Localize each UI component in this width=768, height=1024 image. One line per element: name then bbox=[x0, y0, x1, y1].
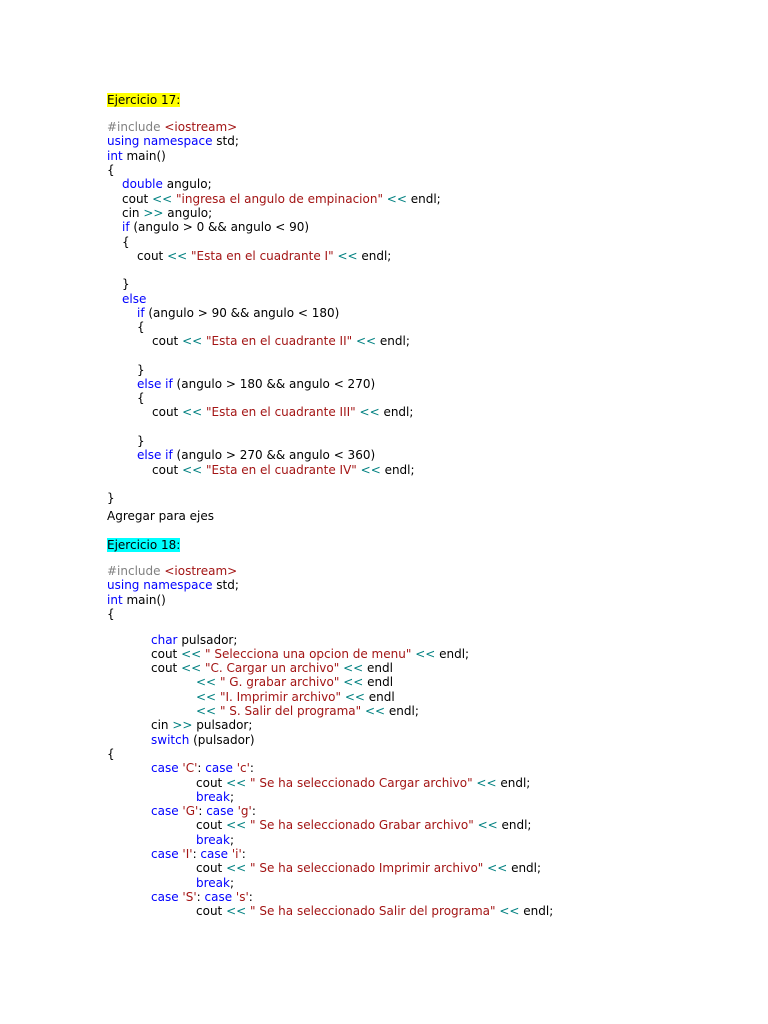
code-token: " Se ha seleccionado Salir del programa" bbox=[250, 904, 496, 918]
code-token: #include bbox=[107, 120, 165, 134]
code-token: 'S' bbox=[182, 890, 197, 904]
code-token: : bbox=[196, 890, 205, 904]
code-token: angulo; bbox=[163, 206, 213, 220]
ex17-code-line bbox=[137, 391, 145, 405]
code-token: endl; bbox=[497, 818, 532, 832]
code-token: : bbox=[197, 761, 206, 775]
ex18-code-line bbox=[151, 718, 252, 732]
code-token: << bbox=[343, 675, 364, 689]
code-token: std; bbox=[212, 134, 239, 148]
code-token: : bbox=[251, 804, 256, 818]
code-token: << bbox=[343, 661, 364, 675]
code-token: 'i' bbox=[231, 847, 242, 861]
ex17-code-line bbox=[137, 320, 145, 334]
code-token: 'C' bbox=[182, 761, 198, 775]
ex17-code-line bbox=[137, 434, 145, 448]
code-token: " G. grabar archivo" bbox=[219, 675, 340, 689]
code-token: } bbox=[137, 434, 145, 448]
code-token: using namespace bbox=[107, 134, 213, 148]
ex17-code-line bbox=[137, 363, 145, 377]
ex17-code-line bbox=[107, 163, 115, 177]
code-token: Agregar para ejes bbox=[107, 509, 215, 523]
code-token: cout bbox=[152, 405, 183, 419]
code-token: "C. Cargar un archivo" bbox=[205, 661, 340, 675]
code-token: endl bbox=[363, 675, 394, 689]
ex18-code-line bbox=[151, 633, 237, 647]
code-token: cout bbox=[196, 818, 227, 832]
ex17-code-line bbox=[122, 277, 130, 291]
code-token: << bbox=[226, 818, 247, 832]
ex18-code-line bbox=[107, 607, 115, 621]
ex17-code-line bbox=[122, 220, 309, 234]
code-token: break bbox=[196, 833, 230, 847]
code-token: (angulo > 270 && angulo < 360) bbox=[172, 448, 376, 462]
code-token: (angulo > 0 && angulo < 90) bbox=[129, 220, 310, 234]
code-token: } bbox=[137, 363, 145, 377]
heading-highlight: Ejercicio 17: bbox=[107, 93, 181, 107]
code-token: << bbox=[337, 249, 358, 263]
ex18-code-line bbox=[196, 833, 234, 847]
code-token: : bbox=[198, 804, 207, 818]
code-token: >> bbox=[172, 718, 193, 732]
code-token: else bbox=[122, 292, 147, 306]
code-token: if bbox=[122, 220, 130, 234]
code-token: << bbox=[196, 704, 217, 718]
code-token: << bbox=[181, 647, 202, 661]
ex18-code-line bbox=[151, 733, 255, 747]
code-token: << bbox=[152, 192, 173, 206]
ex17-code-line bbox=[122, 192, 441, 206]
ex17-code-line bbox=[107, 134, 239, 148]
exercise-18-heading bbox=[107, 538, 180, 552]
ex18-code-line bbox=[107, 578, 239, 592]
code-token: cout bbox=[196, 861, 227, 875]
code-token: #include bbox=[107, 564, 165, 578]
code-token: << bbox=[182, 334, 203, 348]
code-token: << bbox=[359, 405, 380, 419]
ex17-code-line bbox=[122, 177, 212, 191]
code-token: << bbox=[196, 675, 217, 689]
ex18-code-line bbox=[196, 904, 553, 918]
code-token: << bbox=[415, 647, 436, 661]
ex18-code-line bbox=[151, 890, 253, 904]
ex18-code-line bbox=[151, 761, 254, 775]
ex17-code-line bbox=[152, 405, 413, 419]
code-token: int bbox=[107, 149, 123, 163]
ex18-code-line bbox=[151, 647, 469, 661]
code-token: endl; bbox=[496, 776, 531, 790]
code-token: cin bbox=[122, 206, 144, 220]
code-token: " Se ha seleccionado Grabar archivo" bbox=[250, 818, 474, 832]
ex18-code-line bbox=[107, 564, 237, 578]
ex18-code-line bbox=[196, 818, 531, 832]
code-token: switch bbox=[151, 733, 190, 747]
code-token: (pulsador) bbox=[189, 733, 255, 747]
code-token: case bbox=[204, 890, 233, 904]
code-token: main() bbox=[122, 593, 166, 607]
code-token: endl; bbox=[519, 904, 554, 918]
ex17-code-line bbox=[152, 334, 410, 348]
code-token: >> bbox=[143, 206, 164, 220]
code-token: angulo; bbox=[162, 177, 212, 191]
code-token: endl bbox=[364, 690, 395, 704]
code-token: endl; bbox=[507, 861, 542, 875]
ex18-code-line bbox=[196, 675, 393, 689]
code-token: "Esta en el cuadrante I" bbox=[191, 249, 334, 263]
ex17-code-line bbox=[137, 249, 391, 263]
code-token: { bbox=[122, 235, 130, 249]
code-token: 'c' bbox=[236, 761, 250, 775]
code-token: << bbox=[344, 690, 365, 704]
code-token: endl; bbox=[376, 334, 410, 348]
code-token: << bbox=[355, 334, 377, 348]
code-token: pulsador; bbox=[177, 633, 238, 647]
code-token: << bbox=[196, 690, 217, 704]
code-token: "ingresa el angulo de empinacion" bbox=[176, 192, 383, 206]
code-token: } bbox=[107, 491, 115, 505]
code-token: << bbox=[226, 904, 247, 918]
ex17-code-line bbox=[107, 491, 115, 505]
code-token: char bbox=[151, 633, 178, 647]
ex17-code-line bbox=[122, 292, 146, 306]
code-token: : bbox=[249, 761, 254, 775]
code-token: "Esta en el cuadrante IV" bbox=[206, 463, 357, 477]
code-token: main() bbox=[122, 149, 166, 163]
code-token: pulsador; bbox=[192, 718, 253, 732]
code-token: << bbox=[360, 463, 381, 477]
code-token: " S. Salir del programa" bbox=[219, 704, 362, 718]
ex18-code-line bbox=[196, 704, 419, 718]
code-token: case bbox=[206, 804, 234, 818]
ex18-code-line bbox=[196, 876, 234, 890]
code-token: endl; bbox=[406, 192, 441, 206]
code-token: case bbox=[200, 847, 229, 861]
code-token: { bbox=[137, 320, 145, 334]
code-token: << bbox=[182, 463, 203, 477]
code-token: 'G' bbox=[182, 804, 199, 818]
code-token: endl; bbox=[379, 405, 414, 419]
code-token: double bbox=[122, 177, 163, 191]
code-token: << bbox=[487, 861, 508, 875]
code-token: "Esta en el cuadrante III" bbox=[206, 405, 356, 419]
code-token: " Selecciona una opcion de menu" bbox=[205, 647, 412, 661]
code-token: using namespace bbox=[107, 578, 213, 592]
ex17-code-line bbox=[107, 509, 214, 523]
code-token: (angulo > 90 && angulo < 180) bbox=[144, 306, 340, 320]
code-token: cout bbox=[152, 463, 183, 477]
code-token: break bbox=[196, 876, 230, 890]
code-token: std; bbox=[212, 578, 239, 592]
code-token: (angulo > 180 && angulo < 270) bbox=[172, 377, 376, 391]
code-token: << bbox=[181, 661, 202, 675]
heading-highlight: Ejercicio 18: bbox=[107, 538, 181, 552]
code-token: cout bbox=[196, 904, 227, 918]
ex17-code-line bbox=[137, 448, 375, 462]
code-token: "Esta en el cuadrante II" bbox=[206, 334, 353, 348]
code-token: case bbox=[151, 847, 179, 861]
ex18-code-line bbox=[151, 804, 256, 818]
code-token: : bbox=[192, 847, 201, 861]
ex18-code-line bbox=[196, 861, 541, 875]
code-token: } bbox=[122, 277, 130, 291]
code-token: << bbox=[182, 405, 203, 419]
code-token: else if bbox=[137, 448, 173, 462]
ex17-code-line bbox=[107, 120, 237, 134]
code-token: case bbox=[151, 804, 179, 818]
code-token: << bbox=[167, 249, 188, 263]
code-token: <iostream> bbox=[164, 120, 238, 134]
code-token: int bbox=[107, 593, 123, 607]
code-token: " Se ha seleccionado Imprimir archivo" bbox=[250, 861, 484, 875]
ex18-code-line bbox=[196, 776, 530, 790]
code-token: 'g' bbox=[237, 804, 252, 818]
code-token: <iostream> bbox=[164, 564, 238, 578]
ex18-code-line bbox=[151, 661, 393, 675]
code-token: else if bbox=[137, 377, 173, 391]
ex17-code-line bbox=[122, 206, 212, 220]
code-token: case bbox=[151, 890, 179, 904]
code-token: cin bbox=[151, 718, 173, 732]
code-token: break bbox=[196, 790, 230, 804]
code-token: << bbox=[499, 904, 520, 918]
ex17-code-line bbox=[122, 235, 130, 249]
code-token: << bbox=[477, 818, 498, 832]
code-token: << bbox=[226, 861, 247, 875]
code-token: cout bbox=[122, 192, 153, 206]
code-token: { bbox=[107, 747, 115, 761]
exercise-17-heading bbox=[107, 93, 180, 107]
code-token: 's' bbox=[235, 890, 249, 904]
code-token: : bbox=[241, 847, 246, 861]
code-token: << bbox=[364, 704, 386, 718]
code-token: endl; bbox=[380, 463, 415, 477]
code-token: ; bbox=[229, 833, 235, 847]
ex18-code-line bbox=[196, 790, 234, 804]
ex17-code-line bbox=[137, 377, 375, 391]
code-token: { bbox=[107, 607, 115, 621]
code-token: ; bbox=[229, 790, 235, 804]
code-token: endl; bbox=[357, 249, 392, 263]
code-token: : bbox=[248, 890, 253, 904]
ex17-code-line bbox=[152, 463, 415, 477]
code-token: endl; bbox=[385, 704, 419, 718]
ex18-code-line bbox=[107, 747, 115, 761]
code-token: ; bbox=[229, 876, 235, 890]
code-token: << bbox=[386, 192, 407, 206]
code-token: endl; bbox=[435, 647, 470, 661]
code-token: " Se ha seleccionado Cargar archivo" bbox=[250, 776, 473, 790]
code-token: case bbox=[205, 761, 233, 775]
ex17-code-line bbox=[137, 306, 339, 320]
ex18-code-line bbox=[107, 593, 166, 607]
code-token: if bbox=[137, 306, 145, 320]
code-token: cout bbox=[137, 249, 168, 263]
code-token: "I. Imprimir archivo" bbox=[219, 690, 342, 704]
code-token: case bbox=[151, 761, 179, 775]
code-token: { bbox=[137, 391, 145, 405]
ex18-code-line bbox=[196, 690, 395, 704]
code-token: cout bbox=[151, 661, 182, 675]
ex17-code-line bbox=[107, 149, 166, 163]
ex18-code-line bbox=[151, 847, 246, 861]
code-token: { bbox=[107, 163, 115, 177]
code-token: << bbox=[476, 776, 497, 790]
code-token: << bbox=[226, 776, 247, 790]
code-token: cout bbox=[196, 776, 227, 790]
code-token: endl bbox=[363, 661, 393, 675]
code-token: cout bbox=[151, 647, 182, 661]
code-token: 'I' bbox=[182, 847, 193, 861]
code-token: cout bbox=[152, 334, 183, 348]
